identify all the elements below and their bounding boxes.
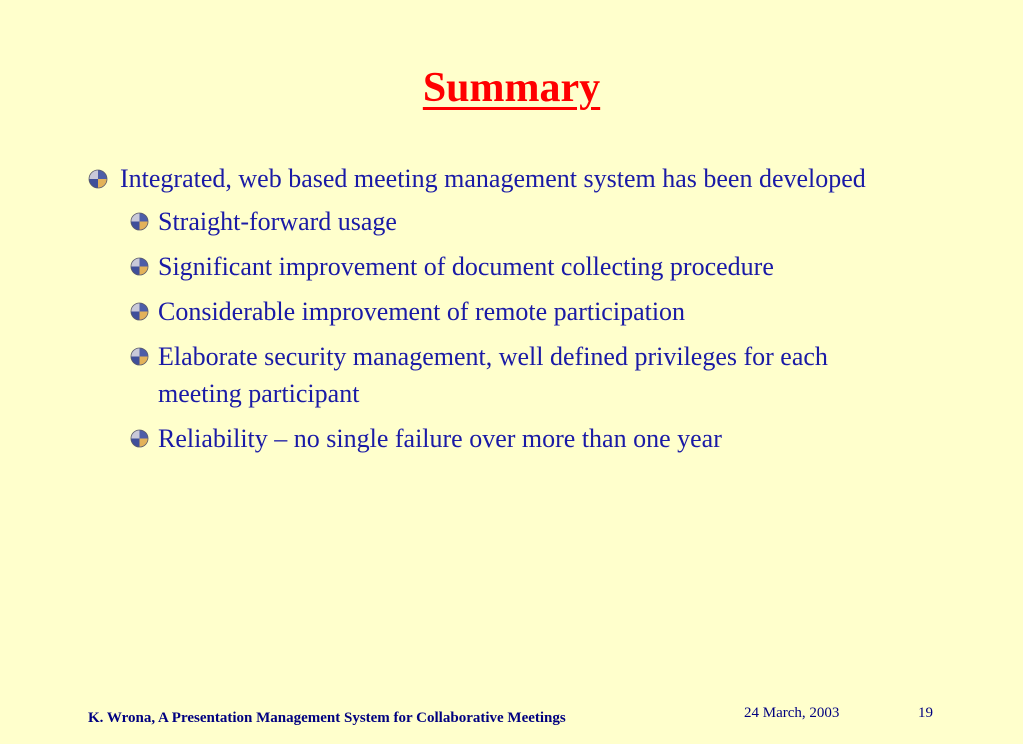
bullet-item-2 — [88, 203, 918, 240]
sphere-bullet-icon — [130, 212, 149, 231]
sphere-bullet-icon — [88, 169, 108, 189]
sphere-bullet-icon — [130, 429, 149, 448]
bullet-item-4 — [88, 293, 918, 330]
bullet-list — [88, 160, 918, 465]
bullet-item-1 — [88, 160, 918, 197]
page-number: 19 — [918, 705, 933, 721]
sphere-bullet-icon — [130, 302, 149, 321]
bullet-item-6 — [88, 420, 918, 457]
bullet-item-5 — [88, 338, 918, 412]
bullet-text: Straight-forward usage — [158, 207, 397, 236]
footer-author-title: K. Wrona, A Presentation Management System for Collaborative Meetings — [88, 710, 566, 726]
bullet-item-3 — [88, 248, 918, 285]
sphere-bullet-icon — [130, 347, 149, 366]
footer-date: 24 March, 2003 — [744, 705, 840, 721]
bullet-text: Elaborate security management, well defined privileges for each meeting participant — [158, 342, 828, 408]
bullet-text: Significant improvement of document collecting procedure — [158, 252, 774, 281]
slide-title: Summary — [422, 65, 601, 111]
bullet-text: Integrated, web based meeting management system has been developed — [120, 164, 866, 193]
bullet-text: Reliability – no single failure over more than one year — [158, 424, 722, 453]
bullet-text: Considerable improvement of remote participation — [158, 297, 686, 326]
sphere-bullet-icon — [130, 257, 149, 276]
